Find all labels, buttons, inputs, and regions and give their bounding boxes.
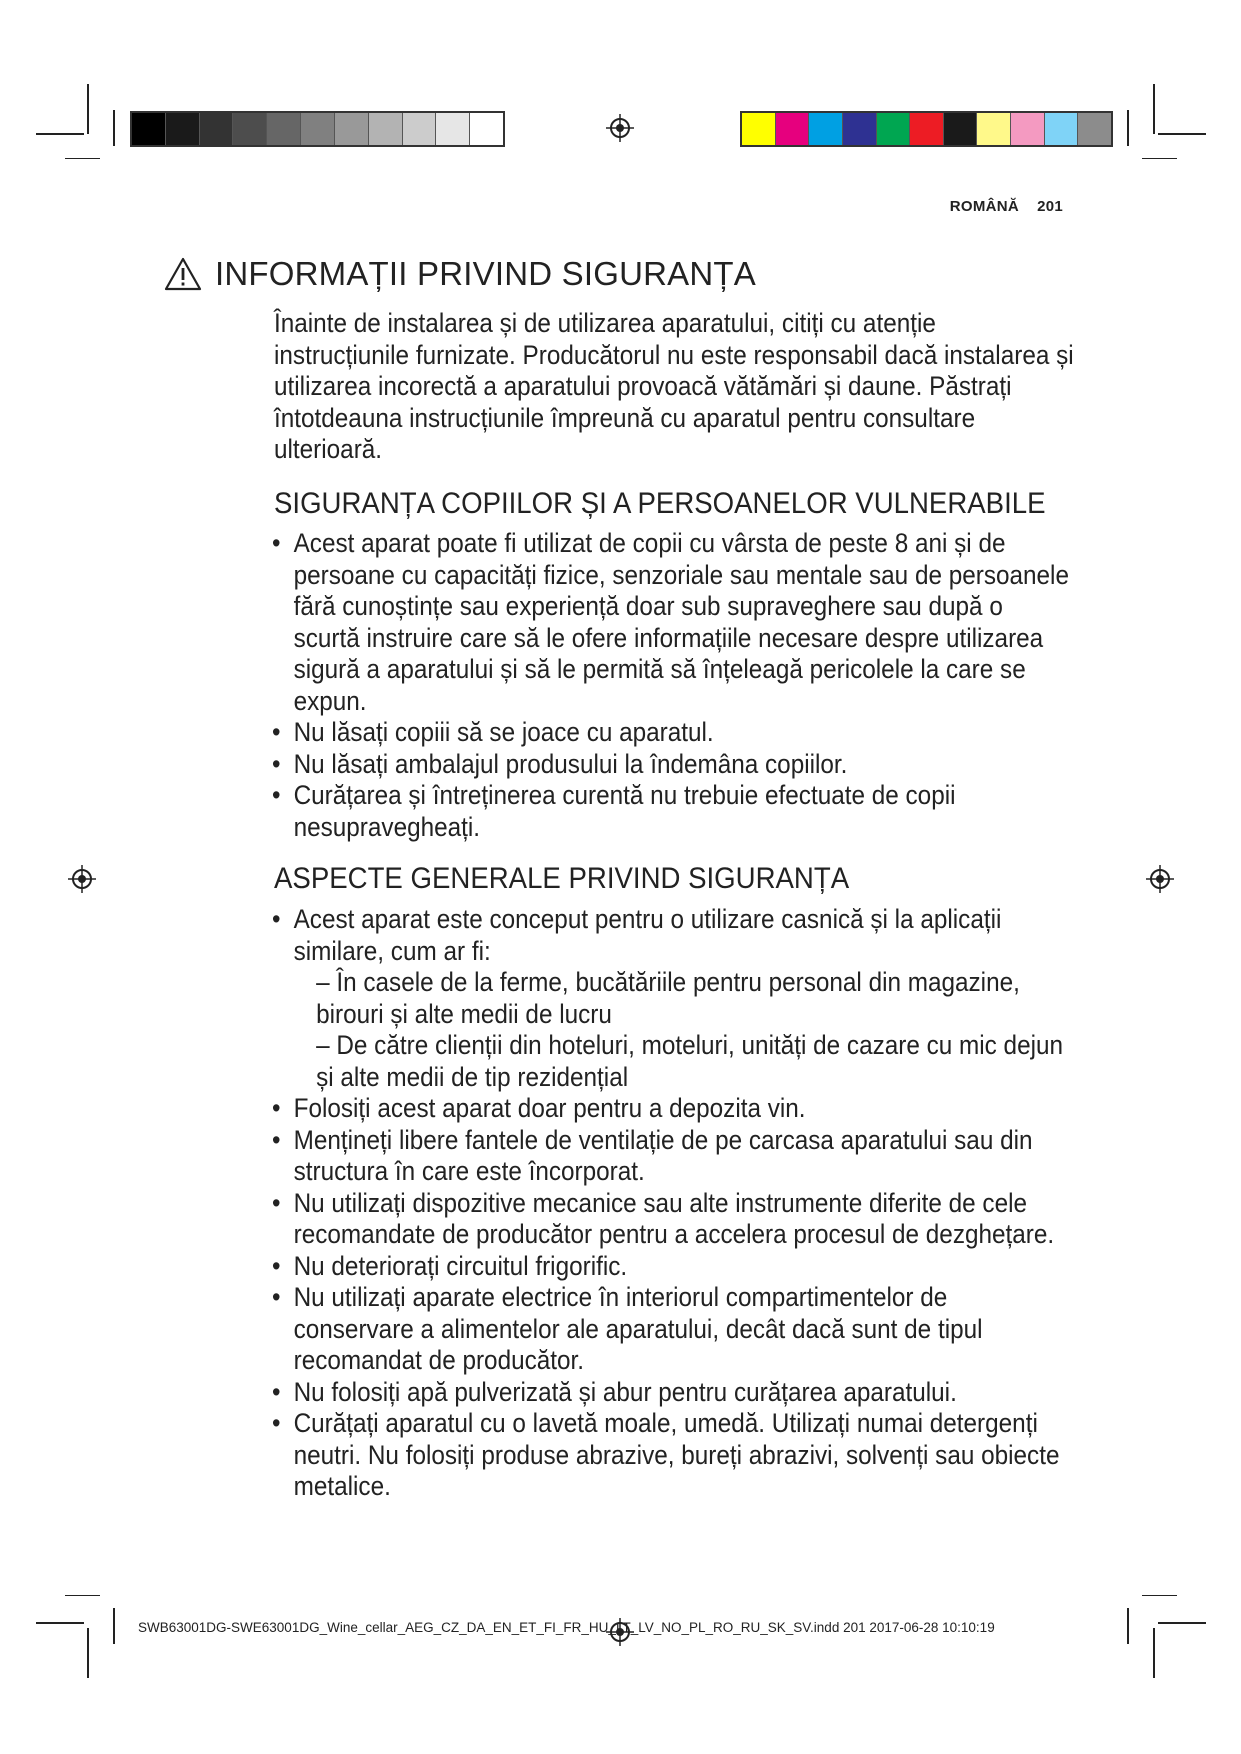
color-swatch (301, 113, 335, 145)
list-item: • Nu utilizați dispozitive mecanice sau alte instrumente diferite de cele recomandate de producător pentru a accelera procesul de dezghețare. (272, 1188, 1073, 1251)
list-item: • Folosiți acest aparat doar pentru a depozita vin. (272, 1093, 1073, 1125)
registration-mark-icon (1146, 865, 1174, 893)
list-item: • Curățarea și întreținerea curentă nu trebuie efectuate de copii nesupravegheați. (272, 780, 1073, 843)
section-heading-general-safety: ASPECTE GENERALE PRIVIND SIGURANȚA (274, 862, 850, 895)
color-swatch (1045, 113, 1079, 145)
registration-mark-icon (68, 865, 96, 893)
crop-mark (1153, 84, 1155, 134)
color-swatch (910, 113, 944, 145)
list-item: • Nu lăsați ambalajul produsului la îndemâna copiilor. (272, 749, 1073, 781)
general-safety-list (272, 904, 1073, 1503)
grayscale-calibration-bar (130, 111, 505, 147)
crop-mark (1153, 1628, 1155, 1678)
color-swatch (977, 113, 1011, 145)
warning-icon (163, 256, 203, 292)
page-number: 201 (1037, 198, 1063, 215)
color-swatch (877, 113, 911, 145)
crop-mark (1142, 1595, 1177, 1596)
crop-mark (1127, 110, 1129, 146)
page-header (950, 198, 1063, 215)
crop-mark (87, 1628, 89, 1678)
color-swatch (335, 113, 369, 145)
color-swatch (233, 113, 267, 145)
color-swatch (843, 113, 877, 145)
section-heading-children-safety: SIGURANȚA COPIILOR ȘI A PERSOANELOR VULNERABILE (274, 487, 1046, 520)
crop-mark (36, 133, 84, 135)
color-swatch (132, 113, 166, 145)
title-block (163, 255, 756, 293)
list-item-text: Acest aparat este conceput pentru o utilizare casnică și la aplicații similare, cum ar fi: (293, 904, 1002, 966)
crop-mark (87, 84, 89, 134)
crop-mark (1158, 133, 1206, 135)
registration-mark-icon (606, 114, 634, 142)
color-swatch (776, 113, 810, 145)
list-item (272, 904, 1073, 1093)
color-swatch (166, 113, 200, 145)
print-slug: SWB63001DG-SWE63001DG_Wine_cellar_AEG_CZ_DA_EN_ET_FI_FR_HU_LT_LV_NO_PL_RO_RU_SK_SV.indd 201 2017-06-28 10:10:19 (138, 1620, 995, 1635)
crop-mark (113, 1608, 115, 1644)
color-swatch (1011, 113, 1045, 145)
page-title: INFORMAȚII PRIVIND SIGURANȚA (215, 255, 756, 292)
list-item: • Nu folosiți apă pulverizată și abur pentru curățarea aparatului. (272, 1377, 1073, 1409)
color-swatch (470, 113, 503, 145)
list-item: • Mențineți libere fantele de ventilație de pe carcasa aparatului sau din structura în care este încorporat. (272, 1125, 1073, 1188)
color-swatch (809, 113, 843, 145)
crop-mark (65, 1595, 100, 1596)
crop-mark (1127, 1608, 1129, 1644)
list-item: • Curățați aparatul cu o lavetă moale, umedă. Utilizați numai detergenți neutri. Nu folosiți produse abrazive, bureți abrazivi, solvenți sau obiecte metalice. (272, 1408, 1073, 1503)
color-calibration-bar (740, 111, 1113, 147)
list-item: • Nu lăsați copiii să se joace cu aparatul. (272, 717, 1073, 749)
language-label: ROMÂNĂ (949, 198, 1020, 215)
crop-mark (36, 1622, 84, 1624)
color-swatch (944, 113, 978, 145)
children-safety-list (272, 528, 1073, 843)
color-swatch (436, 113, 470, 145)
list-item: • Nu utilizați aparate electrice în interiorul compartimentelor de conservare a alimentelor ale aparatului, decât dacă sunt de tipul recomandat de producător. (272, 1282, 1073, 1377)
crop-mark (1158, 1622, 1206, 1624)
crop-mark (113, 110, 115, 146)
color-swatch (369, 113, 403, 145)
color-swatch (200, 113, 234, 145)
color-swatch (267, 113, 301, 145)
color-swatch (742, 113, 776, 145)
sub-item: – De către clienții din hoteluri, moteluri, unități de cazare cu mic dejun și alte medii de tip rezidențial (316, 1030, 1064, 1092)
crop-mark (1142, 158, 1177, 159)
crop-mark (65, 158, 100, 159)
intro-paragraph: Înainte de instalarea și de utilizarea aparatului, citiți cu atenție instrucțiunile furnizate. Producătorul nu este responsabil dacă instalarea și utilizarea incorectă a aparatului provoacă vătămări și daune. Păstrați întotdeauna instrucțiunile împreună cu aparatul pentru consultare ulterioară. (274, 308, 1074, 464)
color-swatch (1078, 113, 1111, 145)
list-item: • Acest aparat poate fi utilizat de copii cu vârsta de peste 8 ani și de persoane cu capacități fizice, senzoriale sau mentale sau de persoanele fără cunoștințe sau experiență doar sub supraveghere sau după o scurtă instruire care să le ofere informațiile necesare despre utilizarea sigură a aparatului și să le permită să înțeleagă pericolele la care se expun. (272, 528, 1073, 717)
color-swatch (403, 113, 437, 145)
list-item: • Nu deteriorați circuitul frigorific. (272, 1251, 1073, 1283)
sub-item: – În casele de la ferme, bucătăriile pentru personal din magazine, birouri și alte medii de lucru (316, 967, 1020, 1029)
